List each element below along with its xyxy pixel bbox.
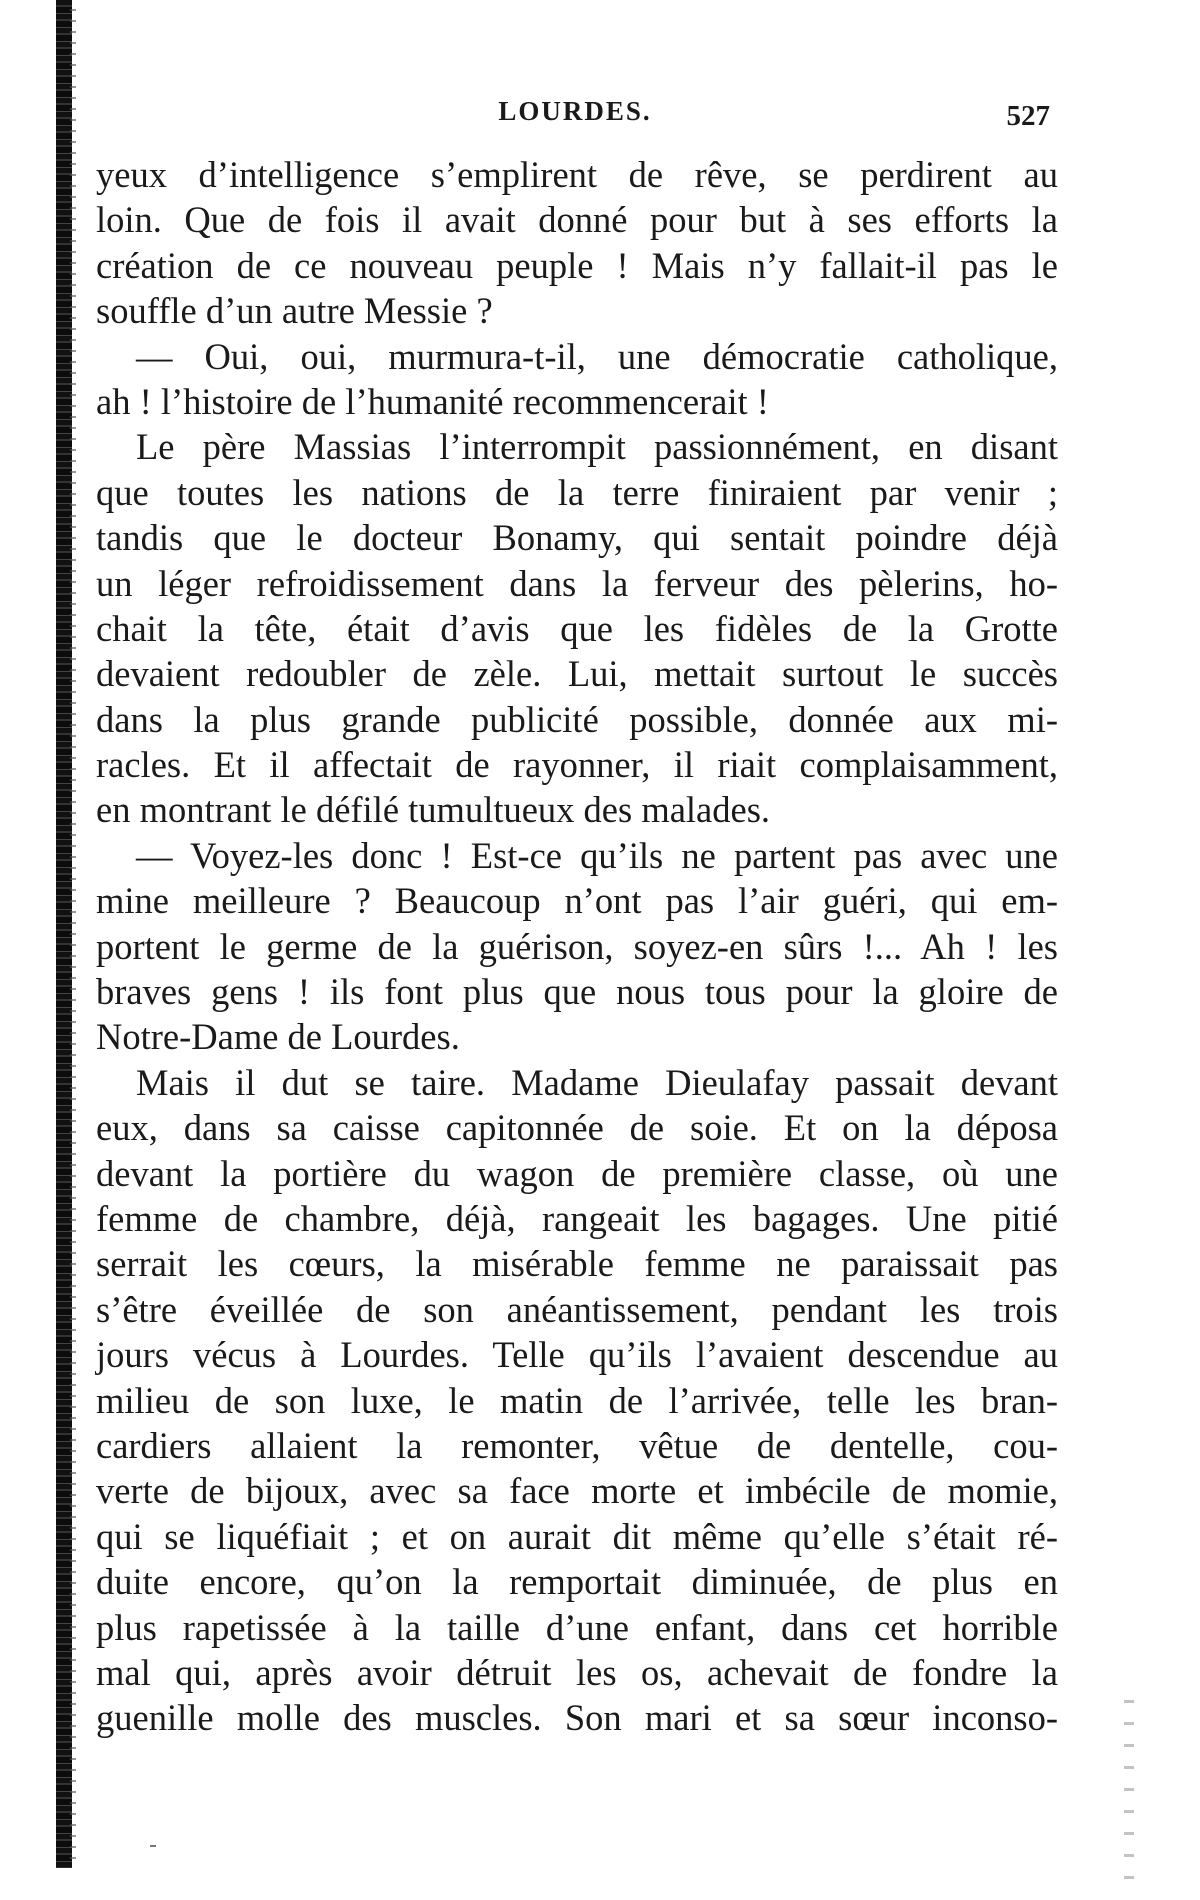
text-line: — Voyez-les donc ! Est-ce qu’ils ne partent pas avec une bbox=[136, 834, 1058, 876]
text-line: dans la plus grande publicité possible, donnée aux mi- bbox=[96, 698, 1058, 740]
text-line: milieu de son luxe, le matin de l’arrivée, telle les bran- bbox=[96, 1379, 1058, 1421]
text-line: cardiers allaient la remonter, vêtue de dentelle, cou- bbox=[96, 1424, 1058, 1466]
text-line: femme de chambre, déjà, rangeait les bagages. Une pitié bbox=[96, 1197, 1058, 1239]
text-line: — Oui, oui, murmura-t-il, une démocratie catholique, bbox=[136, 335, 1058, 377]
text-line: création de ce nouveau peuple ! Mais n’y fallait-il pas le bbox=[96, 244, 1058, 286]
running-head bbox=[100, 96, 1050, 136]
text-line: en montrant le défilé tumultueux des malades. bbox=[96, 789, 771, 831]
text-line: souffle d’un autre Messie ? bbox=[96, 290, 493, 332]
body-text bbox=[96, 152, 1058, 1741]
page-number: 527 bbox=[1006, 100, 1050, 132]
text-line: chait la tête, était d’avis que les fidèles de la Grotte bbox=[96, 607, 1058, 649]
text-line: braves gens ! ils font plus que nous tous pour la gloire de bbox=[96, 971, 1058, 1013]
paper-speck bbox=[150, 1845, 156, 1847]
text-line: Le père Massias l’interrompit passionnément, en disant bbox=[136, 426, 1058, 468]
text-line: loin. Que de fois il avait donné pour but à ses efforts la bbox=[96, 199, 1058, 241]
text-line: Mais il dut se taire. Madame Dieulafay passait devant bbox=[136, 1061, 1058, 1103]
text-line: Notre-Dame de Lourdes. bbox=[96, 1016, 460, 1058]
text-line: portent le germe de la guérison, soyez-en sûrs !... Ah ! les bbox=[96, 925, 1058, 967]
text-line: que toutes les nations de la terre finiraient par venir ; bbox=[96, 471, 1058, 513]
text-line: un léger refroidissement dans la ferveur des pèlerins, ho- bbox=[96, 562, 1058, 604]
text-line: jours vécus à Lourdes. Telle qu’ils l’avaient descendue au bbox=[96, 1334, 1058, 1376]
text-line: serrait les cœurs, la misérable femme ne paraissait pas bbox=[96, 1243, 1058, 1285]
text-line: qui se liquéfiait ; et on aurait dit même qu’elle s’était ré- bbox=[96, 1515, 1058, 1557]
text-line: ah ! l’histoire de l’humanité recommencerait ! bbox=[96, 380, 769, 422]
text-line: mine meilleure ? Beaucoup n’ont pas l’air guéri, qui em- bbox=[96, 880, 1058, 922]
text-line: devant la portière du wagon de première classe, où une bbox=[96, 1152, 1058, 1194]
text-line: plus rapetissée à la taille d’une enfant, dans cet horrible bbox=[96, 1606, 1058, 1648]
book-binding-edge bbox=[56, 0, 72, 1868]
text-line: guenille molle des muscles. Son mari et sa sœur inconso- bbox=[96, 1697, 1058, 1739]
text-line: s’être éveillée de son anéantissement, pendant les trois bbox=[96, 1288, 1058, 1330]
running-title: LOURDES. bbox=[498, 96, 652, 126]
text-line: yeux d’intelligence s’emplirent de rêve, se perdirent au bbox=[96, 154, 1058, 195]
margin-marks bbox=[1124, 1700, 1134, 1890]
text-line: verte de bijoux, avec sa face morte et imbécile de momie, bbox=[96, 1470, 1058, 1512]
text-line: eux, dans sa caisse capitonnée de soie. Et on la déposa bbox=[96, 1107, 1058, 1149]
text-line: duite encore, qu’on la remportait diminuée, de plus en bbox=[96, 1561, 1058, 1603]
text-line: devaient redoubler de zèle. Lui, mettait surtout le succès bbox=[96, 653, 1058, 695]
text-line: mal qui, après avoir détruit les os, achevait de fondre la bbox=[96, 1651, 1058, 1693]
text-line: tandis que le docteur Bonamy, qui sentait poindre déjà bbox=[96, 517, 1058, 559]
text-line: racles. Et il affectait de rayonner, il riait complaisamment, bbox=[96, 744, 1058, 786]
